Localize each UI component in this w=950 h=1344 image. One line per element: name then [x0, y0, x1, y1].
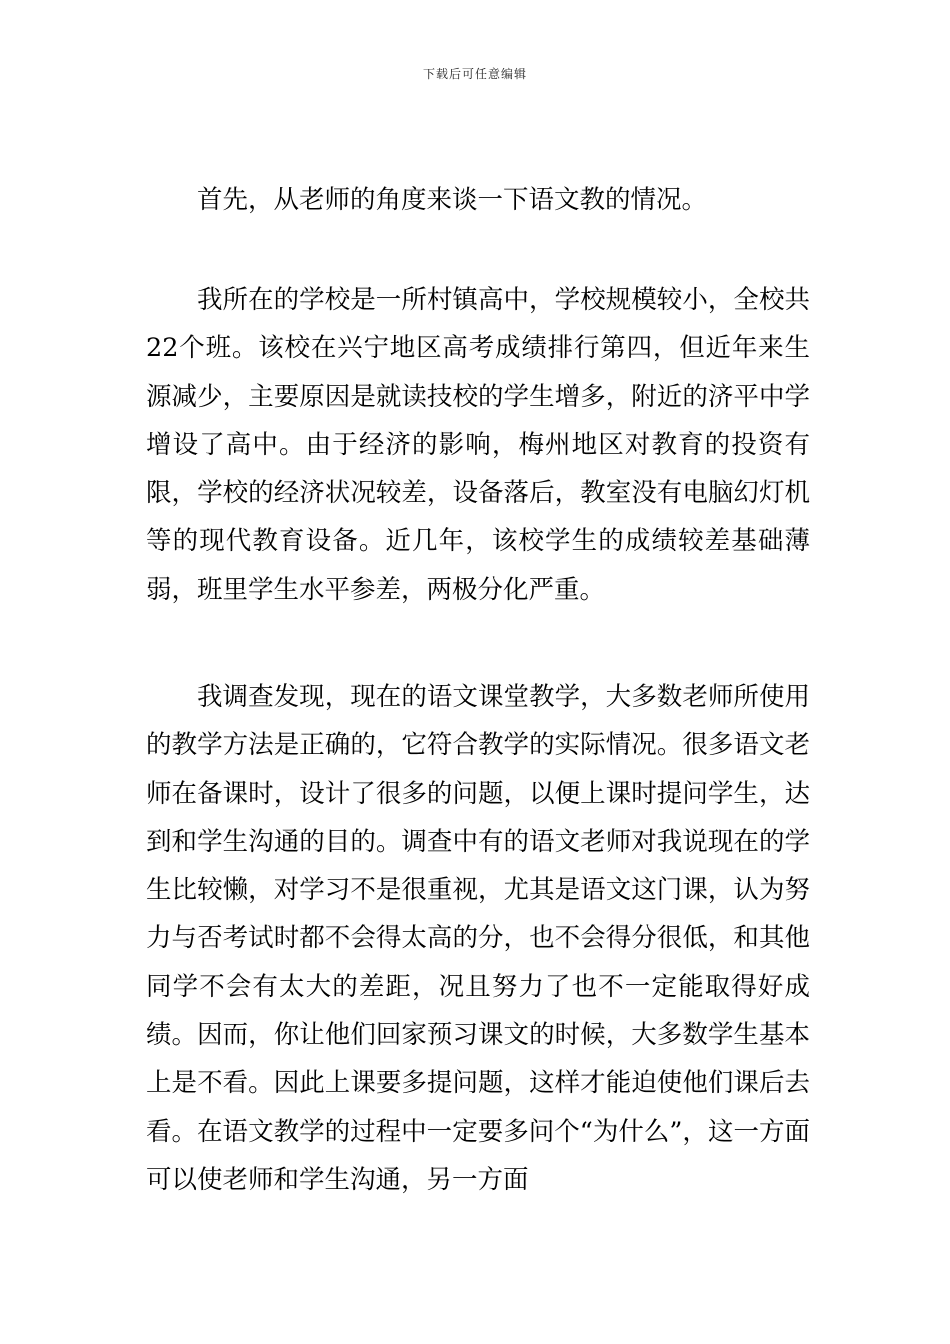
- paragraph-1: 首先，从老师的角度来谈一下语文教的情况。: [197, 185, 708, 215]
- paragraph-3: 我调查发现，现在的语文课堂教学，大多数老师所使用的教学方法是正确的，它符合教学的实际情况。很多语文老师在备课时，设计了很多的问题，以便上课时提问学生，达到和学生沟通的目的。调查中有的语文老师对我说现在的学生比较懒，对学习不是很重视，尤其是语文这门课，认为努力与否考试时都不会得太高的分，也不会得分很低，和其他同学不会有太大的差距，况且努力了也不一定能取得好成绩。因而，你让他们回家预习课文的时候，大多数学生基本上是不看。因此上课要多提问题，这样才能迫使他们课后去看。在语文教学的过程中一定要多问个“为什么”，这一方面可以使老师和学生沟通，另一方面: [146, 682, 810, 1195]
- paragraph-2: 我所在的学校是一所村镇高中，学校规模较小，全校共22个班。该校在兴宁地区高考成绩排行第四，但近年来生源减少，主要原因是就读技校的学生增多，附近的济平中学增设了高中。由于经济的影响，梅州地区对教育的投资有限，学校的经济状况较差，设备落后，教室没有电脑幻灯机等的现代教育设备。近几年，该校学生的成绩较差基础薄弱，班里学生水平参差，两极分化严重。: [146, 285, 810, 605]
- page-header-note: 下载后可任意编辑: [422, 67, 527, 81]
